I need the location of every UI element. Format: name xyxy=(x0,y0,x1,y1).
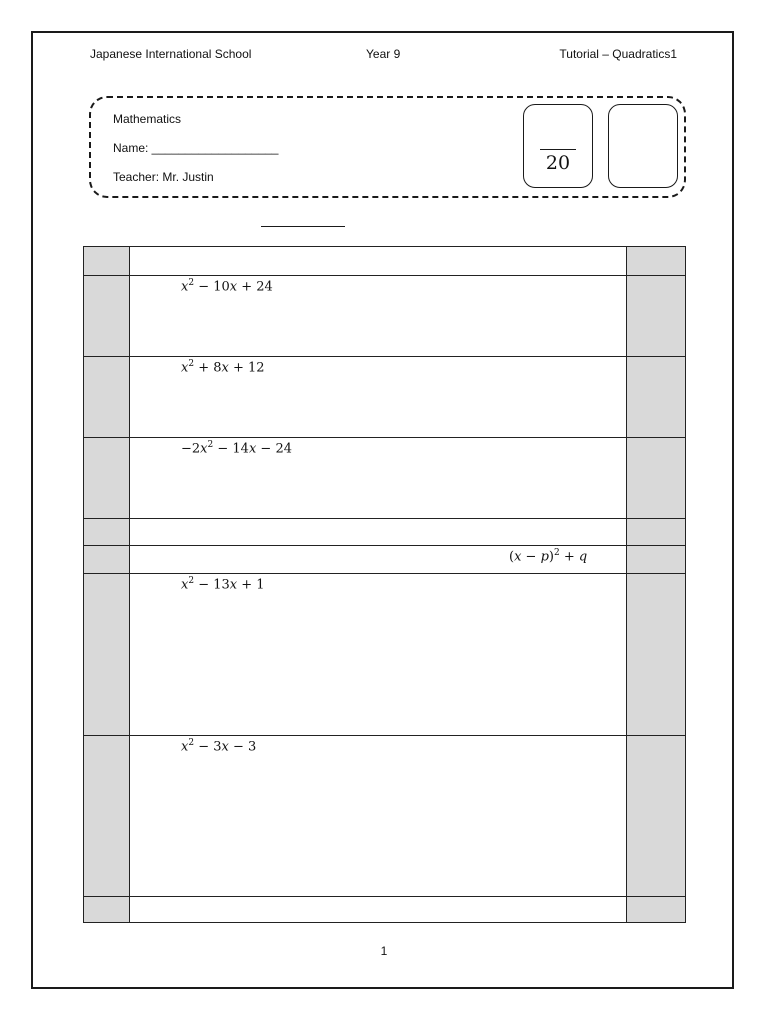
subject-label: Mathematics xyxy=(113,112,182,126)
instruction-cell xyxy=(130,546,626,573)
score-box xyxy=(523,104,593,188)
tutorial-title: Tutorial – Quadratics1 xyxy=(559,47,677,61)
table-row xyxy=(84,275,685,356)
question-expression: $x^2 - 13x + 1$ xyxy=(181,576,265,593)
marks-cell xyxy=(626,574,685,735)
table-header-row xyxy=(84,247,685,275)
question-table xyxy=(83,246,686,923)
question-number-cell xyxy=(84,357,130,437)
instruction-row xyxy=(84,545,685,573)
question-expression: $x^2 + 8x + 12$ xyxy=(181,359,265,376)
table-footer-row xyxy=(84,896,685,922)
question-text-cell xyxy=(130,247,626,275)
marks-cell xyxy=(626,546,685,573)
question-number-cell xyxy=(84,276,130,356)
grade-box[interactable] xyxy=(608,104,678,188)
school-name: Japanese International School xyxy=(90,47,252,61)
question-expression: $-2x^2 - 14x - 24$ xyxy=(181,440,292,457)
table-row xyxy=(84,437,685,518)
question-expression: $x^2 - 10x + 24$ xyxy=(181,278,273,295)
table-row xyxy=(84,735,685,896)
year-level: Year 9 xyxy=(366,47,401,61)
table-row xyxy=(84,573,685,735)
answer-area[interactable] xyxy=(130,276,626,356)
worksheet-title-blank xyxy=(261,226,345,227)
score-blank[interactable] xyxy=(540,149,576,150)
footer-text-cell xyxy=(130,897,626,922)
answer-area[interactable] xyxy=(130,357,626,437)
score-total: 20 xyxy=(545,152,571,174)
table-row xyxy=(84,356,685,437)
marks-cell xyxy=(626,736,685,896)
marks-cell xyxy=(626,519,685,545)
completed-square-form: $(x - p)^2 + q$ xyxy=(509,548,588,565)
answer-area[interactable] xyxy=(130,438,626,518)
page-number: 1 xyxy=(380,944,388,958)
marks-cell xyxy=(626,276,685,356)
question-number-cell xyxy=(84,736,130,896)
answer-area[interactable] xyxy=(130,736,626,896)
question-number-cell xyxy=(84,247,130,275)
question-number-cell xyxy=(84,546,130,573)
question-expression: $x^2 - 3x - 3$ xyxy=(181,738,257,755)
question-number-cell xyxy=(84,438,130,518)
section-row xyxy=(84,518,685,545)
marks-cell xyxy=(626,357,685,437)
marks-cell xyxy=(626,897,685,922)
question-number-cell xyxy=(84,574,130,735)
answer-area[interactable] xyxy=(130,574,626,735)
section-text-cell xyxy=(130,519,626,545)
teacher-label: Teacher: Mr. Justin xyxy=(113,170,214,184)
question-number-cell xyxy=(84,897,130,922)
marks-cell xyxy=(626,438,685,518)
name-field[interactable]: Name: ___________________ xyxy=(113,141,279,155)
marks-cell xyxy=(626,247,685,275)
question-number-cell xyxy=(84,519,130,545)
